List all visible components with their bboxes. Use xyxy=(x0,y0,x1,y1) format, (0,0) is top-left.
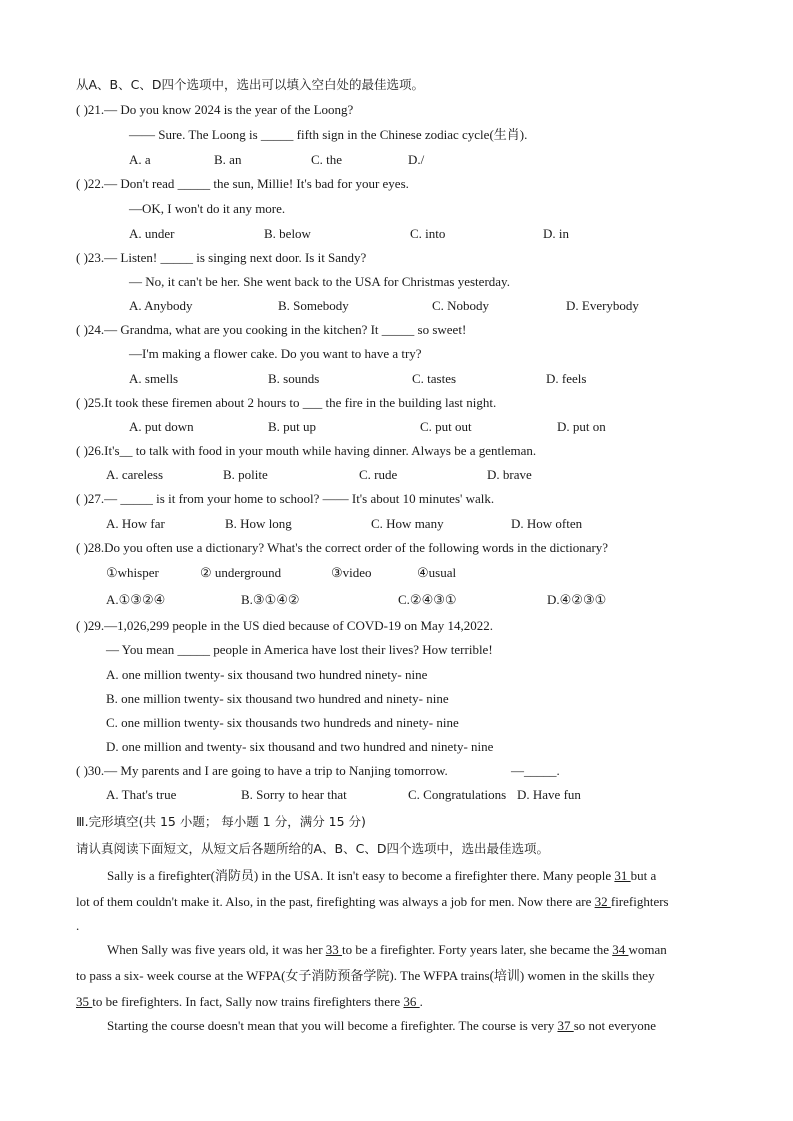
question-line: — Grandma, what are you cooking in the kitchen? It _____ so sweet! xyxy=(104,322,467,337)
blank-36[interactable]: 36 xyxy=(403,994,420,1009)
blank-34[interactable]: 34 xyxy=(612,942,629,957)
option-d[interactable]: D. How often xyxy=(511,516,583,531)
option-d[interactable]: D. Have fun xyxy=(517,787,581,802)
option-b[interactable]: B. below xyxy=(264,226,311,241)
blank-33[interactable]: 33 xyxy=(325,942,343,957)
option-a[interactable]: A. How far xyxy=(106,516,165,531)
passage-text: Sally is a firefighter(消防员) in the USA. It isn't easy to become a firefighter there. Many people xyxy=(107,868,615,883)
passage-text: to be a firefighter. Forty years later, she became the xyxy=(342,942,613,957)
passage-text: lot of them couldn't make it. Also, in the past, firefighting was always a job for men. Now there are xyxy=(76,894,595,909)
question-line: — You mean _____ people in America have lost their lives? How terrible! xyxy=(106,642,493,657)
passage-text: so not everyone xyxy=(573,1018,657,1033)
question-line: —I'm making a flower cake. Do you want to have a try? xyxy=(129,346,422,361)
passage-text: but a xyxy=(630,868,657,883)
question-number: ( )23. xyxy=(76,250,105,265)
word-item: ①whisper xyxy=(106,565,159,580)
option-a[interactable]: A. smells xyxy=(129,371,179,386)
passage-text: firefighters xyxy=(610,894,669,909)
passage-text: to be firefighters. In fact, Sally now trains firefighters there xyxy=(92,994,404,1009)
question-line: —_____. xyxy=(511,763,560,778)
option-b[interactable]: B. one million twenty- six thousand two hundred and ninety- nine xyxy=(106,691,449,706)
option-b[interactable]: B. put up xyxy=(268,419,317,434)
option-a[interactable]: A.①③②④ xyxy=(106,592,166,607)
blank-37[interactable]: 37 xyxy=(557,1018,574,1033)
section-title: Ⅲ.完形填空(共 15 小题； 每小题 1 分，满分 15 分) xyxy=(76,814,366,829)
option-a[interactable]: A. one million twenty- six thousand two hundred ninety- nine xyxy=(106,667,428,682)
passage-text: . xyxy=(76,918,80,933)
option-d[interactable]: D. Everybody xyxy=(566,298,639,313)
option-a[interactable]: A. That's true xyxy=(106,787,177,802)
question-number: ( )28. xyxy=(76,540,105,555)
option-c[interactable]: C. Congratulations xyxy=(408,787,507,802)
question-number: ( )27. xyxy=(76,491,105,506)
question-line: — Do you know 2024 is the year of the Loong? xyxy=(104,102,354,117)
option-c[interactable]: C. tastes xyxy=(412,371,457,386)
question-line: —OK, I won't do it any more. xyxy=(129,201,286,216)
option-b[interactable]: B. polite xyxy=(223,467,268,482)
option-d[interactable]: D. feels xyxy=(546,371,587,386)
question-line: —1,026,299 people in the US died because of COVD-19 on May 14,2022. xyxy=(104,618,494,633)
option-d[interactable]: D./ xyxy=(408,152,425,167)
option-b[interactable]: B. Somebody xyxy=(278,298,349,313)
option-a[interactable]: A. put down xyxy=(129,419,194,434)
section-instruction: 请认真阅读下面短文，从短文后各题所给的A、B、C、D四个选项中，选出最佳选项。 xyxy=(76,841,549,856)
option-a[interactable]: A. under xyxy=(129,226,175,241)
question-line: Do you often use a dictionary? What's the correct order of the following words in the dictionary? xyxy=(104,540,609,555)
option-c[interactable]: C.②④③① xyxy=(398,592,457,607)
option-b[interactable]: B. How long xyxy=(225,516,292,531)
passage-text: . xyxy=(419,994,423,1009)
question-number: ( )25. xyxy=(76,395,105,410)
question-line: It's__ to talk with food in your mouth while having dinner. Always be a gentleman. xyxy=(104,443,537,458)
option-d[interactable]: D. in xyxy=(543,226,569,241)
option-a[interactable]: A. a xyxy=(129,152,151,167)
option-c[interactable]: C. put out xyxy=(420,419,472,434)
passage-text: to pass a six- week course at the WFPA(女子消防预备学院). The WFPA trains(培训) women in the skills they xyxy=(76,968,655,983)
passage-text: When Sally was five years old, it was her xyxy=(107,942,326,957)
passage-text: Starting the course doesn't mean that you will become a firefighter. The course is very xyxy=(107,1018,558,1033)
question-number: ( )24. xyxy=(76,322,105,337)
option-c[interactable]: C. one million twenty- six thousands two hundreds and ninety- nine xyxy=(106,715,459,730)
question-line: — Listen! _____ is singing next door. Is it Sandy? xyxy=(104,250,367,265)
question-line: — No, it can't be her. She went back to the USA for Christmas yesterday. xyxy=(129,274,510,289)
option-c[interactable]: C. Nobody xyxy=(432,298,490,313)
instruction-multiple-choice: 从A、B、C、D四个选项中，选出可以填入空白处的最佳选项。 xyxy=(76,77,424,92)
question-line: —— Sure. The Loong is _____ fifth sign in the Chinese zodiac cycle(生肖). xyxy=(129,127,528,142)
passage-text: woman xyxy=(628,942,667,957)
blank-35[interactable]: 35 xyxy=(76,994,93,1009)
option-d[interactable]: D. one million and twenty- six thousand and two hundred and ninety- nine xyxy=(106,739,494,754)
question-line: — My parents and I are going to have a trip to Nanjing tomorrow. xyxy=(104,763,448,778)
blank-31[interactable]: 31 xyxy=(614,868,631,883)
option-c[interactable]: C. the xyxy=(311,152,343,167)
option-b[interactable]: B.③①④② xyxy=(241,592,300,607)
word-item: ③video xyxy=(331,565,372,580)
option-c[interactable]: C. How many xyxy=(371,516,444,531)
question-number: ( )26. xyxy=(76,443,105,458)
question-number: ( )21. xyxy=(76,102,105,117)
question-number: ( )30. xyxy=(76,763,105,778)
word-item: ④usual xyxy=(417,565,457,580)
option-b[interactable]: B. Sorry to hear that xyxy=(241,787,347,802)
option-d[interactable]: D. brave xyxy=(487,467,532,482)
question-number: ( )22. xyxy=(76,176,105,191)
option-b[interactable]: B. an xyxy=(214,152,242,167)
blank-32[interactable]: 32 xyxy=(594,894,611,909)
option-c[interactable]: C. rude xyxy=(359,467,398,482)
word-item: ② underground xyxy=(200,565,282,580)
question-line: It took these firemen about 2 hours to ___ the fire in the building last night. xyxy=(104,395,497,410)
option-a[interactable]: A. careless xyxy=(106,467,164,482)
question-line: — Don't read _____ the sun, Millie! It's bad for your eyes. xyxy=(104,176,409,191)
option-c[interactable]: C. into xyxy=(410,226,446,241)
option-d[interactable]: D. put on xyxy=(557,419,606,434)
question-line: — _____ is it from your home to school? —— It's about 10 minutes' walk. xyxy=(104,491,495,506)
option-b[interactable]: B. sounds xyxy=(268,371,320,386)
option-a[interactable]: A. Anybody xyxy=(129,298,193,313)
question-number: ( )29. xyxy=(76,618,105,633)
option-d[interactable]: D.④②③① xyxy=(547,592,607,607)
